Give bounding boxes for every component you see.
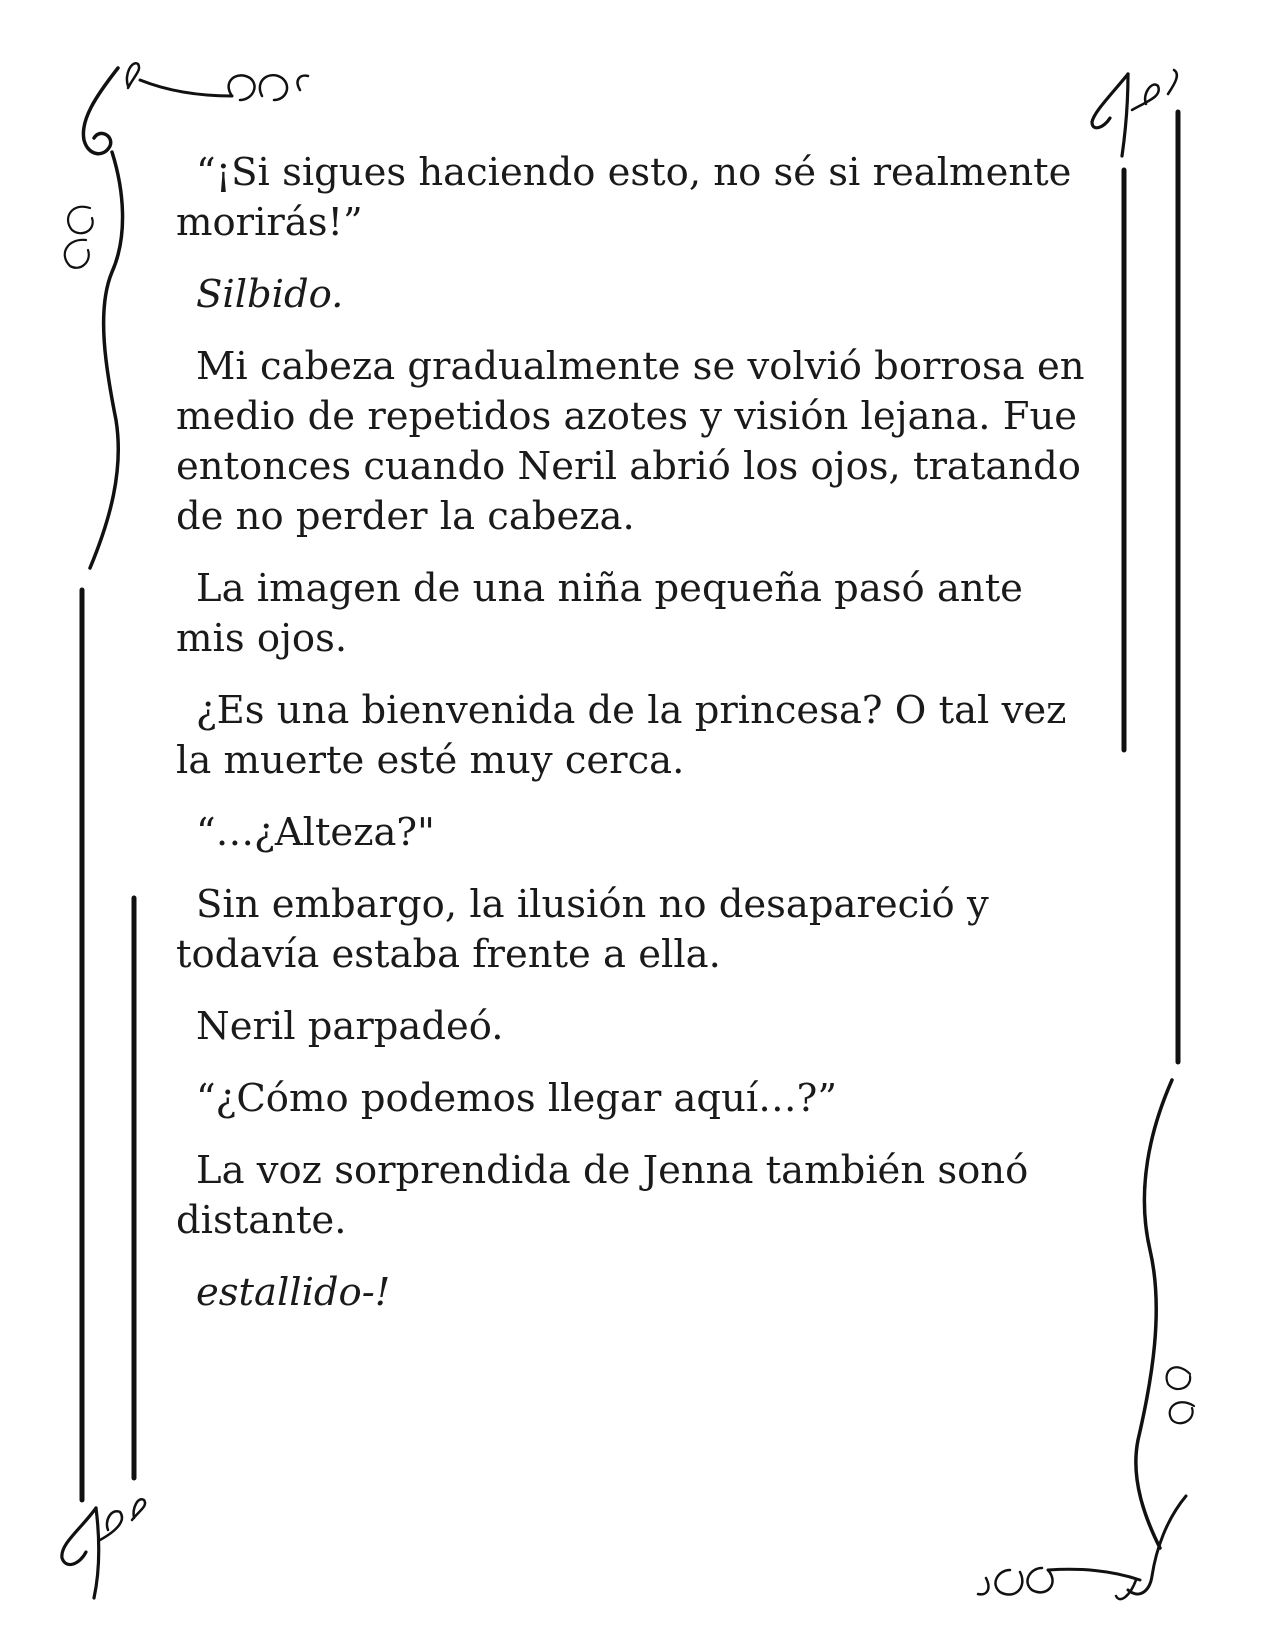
paragraph: La voz sorprendida de Jenna también sonó distante. — [176, 1148, 1029, 1243]
story-text — [176, 148, 1096, 1340]
paragraph-italic: estallido-! — [196, 1270, 391, 1315]
flourish-top-right — [1092, 70, 1177, 156]
paragraph: “¿Cómo podemos llegar aquí…?” — [196, 1076, 838, 1121]
paragraph: “¡Si sigues haciendo esto, no sé si realmente morirás!” — [176, 150, 1072, 245]
flourish-bottom-left — [62, 1499, 145, 1598]
paragraph: Sin embargo, la ilusión no desapareció y todavía estaba frente a ella. — [176, 882, 989, 977]
paragraph: Mi cabeza gradualmente se volvió borrosa en medio de repetidos azotes y visión lejana. Fue entonces cuando Neril abrió los ojos, tratando de no perder la cabeza. — [176, 344, 1085, 539]
paragraph-italic: Silbido. — [196, 272, 344, 317]
paragraph: Neril parpadeó. — [196, 1004, 504, 1049]
paragraph: La imagen de una niña pequeña pasó ante mis ojos. — [176, 566, 1023, 661]
paragraph: “…¿Alteza?" — [196, 810, 435, 855]
paragraph: ¿Es una bienvenida de la princesa? O tal vez la muerte esté muy cerca. — [176, 688, 1067, 783]
